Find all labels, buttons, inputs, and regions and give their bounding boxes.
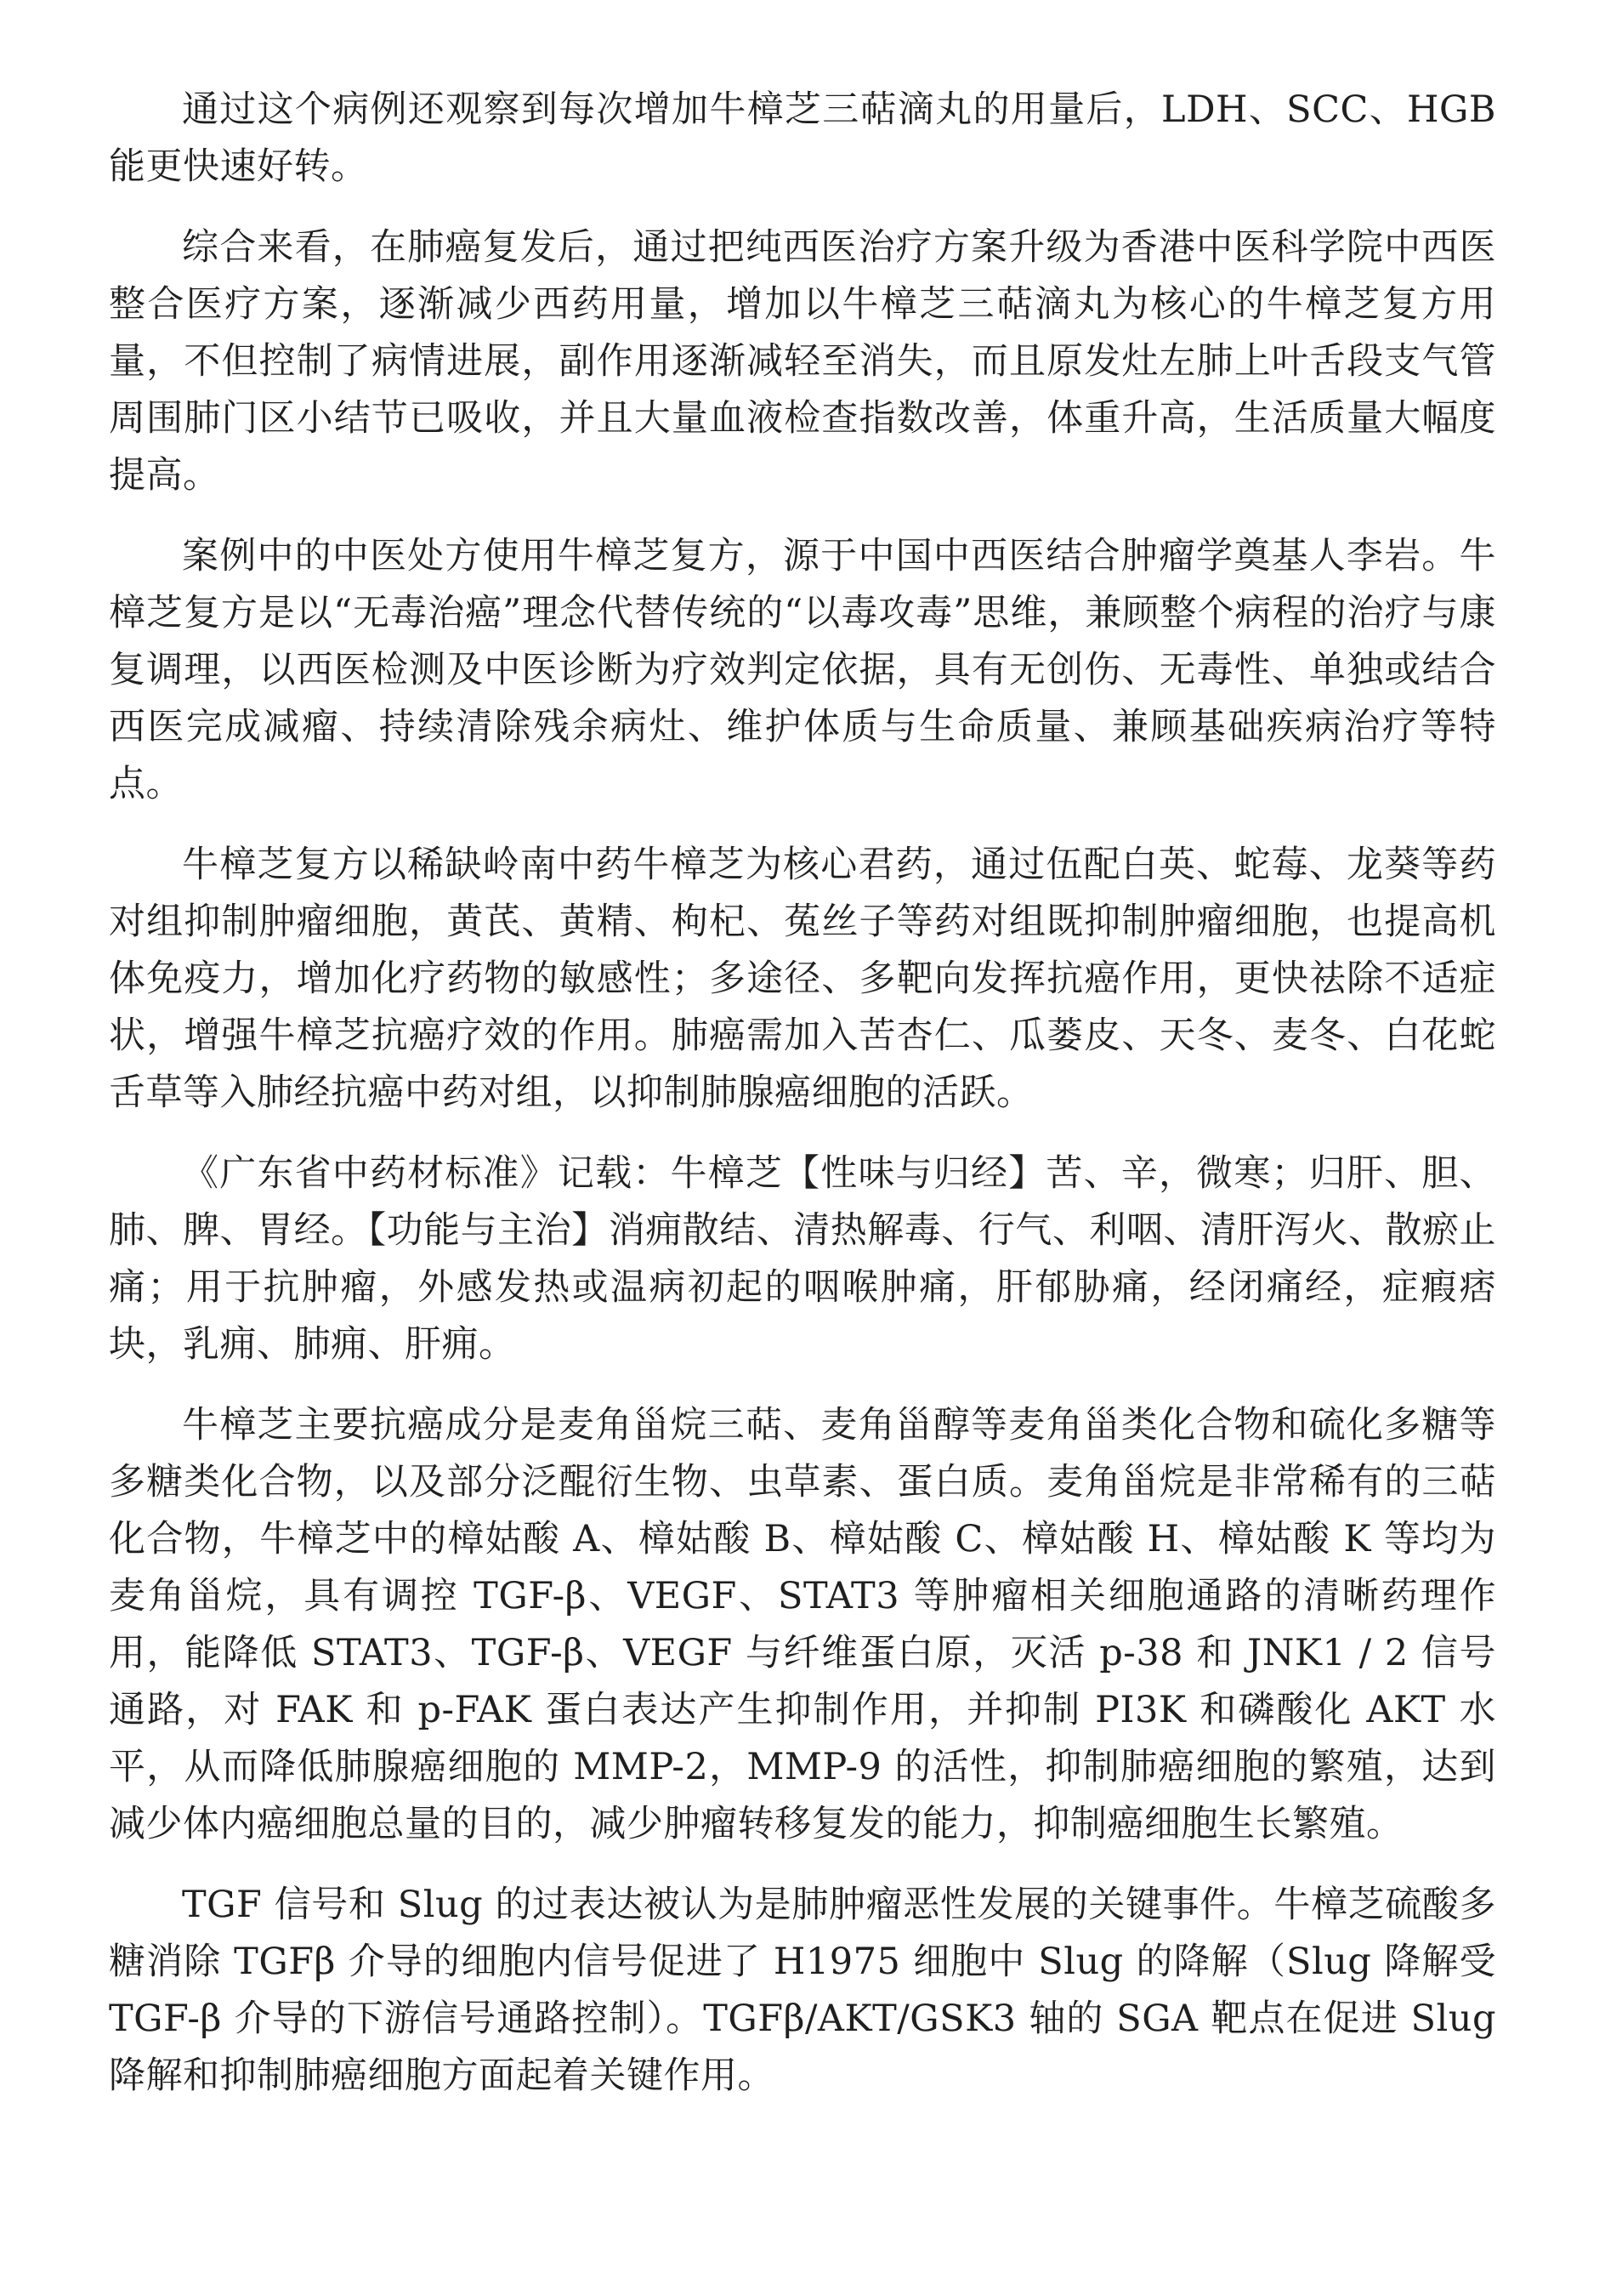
paragraph-case-observation: 通过这个病例还观察到每次增加牛樟芝三萜滴丸的用量后，LDH、SCC、HGB 能更快速好转。 (109, 88, 1496, 188)
paragraph-guangdong-standard: 《广东省中药材标准》记载：牛樟芝【性味与归经】苦、辛，微寒；归肝、胆、肺、脾、胃经。【功能与主治】消痈散结、清热解毒、行气、利咽、清肝泻火、散瘀止痛；用于抗肿瘤，外感发热或温病初起的咽喉肿痛，肝郁胁痛，经闭痛经，症瘕痞块，乳痈、肺痈、肝痈。 (109, 1152, 1496, 1366)
paragraph-formula-composition: 牛樟芝复方以稀缺岭南中药牛樟芝为核心君药，通过伍配白英、蛇莓、龙葵等药对组抑制肿瘤细胞，黄芪、黄精、枸杞、菟丝子等药对组既抑制肿瘤细胞，也提高机体免疫力，增加化疗药物的敏感性；多途径、多靶向发挥抗癌作用，更快祛除不适症状，增强牛樟芝抗癌疗效的作用。肺癌需加入苦杏仁、瓜蒌皮、天冬、麦冬、白花蛇舌草等入肺经抗癌中药对组，以抑制肺腺癌细胞的活跃。 (109, 844, 1496, 1114)
paragraph-tgf-slug-mechanism: TGF 信号和 Slug 的过表达被认为是肺肿瘤恶性发展的关键事件。牛樟芝硫酸多糖消除 TGFβ 介导的细胞内信号促进了 H1975 细胞中 Slug 的降解（Slug 降解受 TGF-β 介导的下游信号通路控制）。TGFβ/AKT/GSK3 轴的 SGA 靶点在促进 Slug 降解和抑制肺癌细胞方面起着关键作用。 (109, 1884, 1496, 2097)
paragraph-prescription-origin: 案例中的中医处方使用牛樟芝复方，源于中国中西医结合肿瘤学奠基人李岩。牛樟芝复方是以“无毒治癌”理念代替传统的“以毒攻毒”思维，兼顾整个病程的治疗与康复调理，以西医检测及中医诊断为疗效判定依据，具有无创伤、无毒性、单独或结合西医完成减瘤、持续清除残余病灶、维护体质与生命质量、兼顾基础疾病治疗等特点。 (109, 535, 1496, 805)
paragraph-summary: 综合来看，在肺癌复发后，通过把纯西医治疗方案升级为香港中医科学院中西医整合医疗方案，逐渐减少西药用量，增加以牛樟芝三萜滴丸为核心的牛樟芝复方用量，不但控制了病情进展，副作用逐渐减轻至消失，而且原发灶左肺上叶舌段支气管周围肺门区小结节已吸收，并且大量血液检查指数改善，体重升高，生活质量大幅度提高。 (109, 226, 1496, 497)
body-text (109, 82, 1496, 2128)
paragraph-active-ingredients: 牛樟芝主要抗癌成分是麦角甾烷三萜、麦角甾醇等麦角甾类化合物和硫化多糖等多糖类化合物，以及部分泛醌衍生物、虫草素、蛋白质。麦角甾烷是非常稀有的三萜化合物，牛樟芝中的樟姑酸 A、樟姑酸 B、樟姑酸 C、樟姑酸 H、樟姑酸 K 等均为麦角甾烷，具有调控 TGF-β、VEGF、STAT3 等肿瘤相关细胞通路的清晰药理作用，能降低 STAT3、TGF-β、VEGF 与纤维蛋白原，灭活 p-38 和 JNK1 / 2 信号通路，对 FAK 和 p-FAK 蛋白表达产生抑制作用，并抑制 PI3K 和磷酸化 AKT 水平，从而降低肺腺癌细胞的 MMP-2，MMP-9 的活性，抑制肺癌细胞的繁殖，达到减少体内癌细胞总量的目的，减少肿瘤转移复发的能力，抑制癌细胞生长繁殖。 (109, 1404, 1496, 1845)
